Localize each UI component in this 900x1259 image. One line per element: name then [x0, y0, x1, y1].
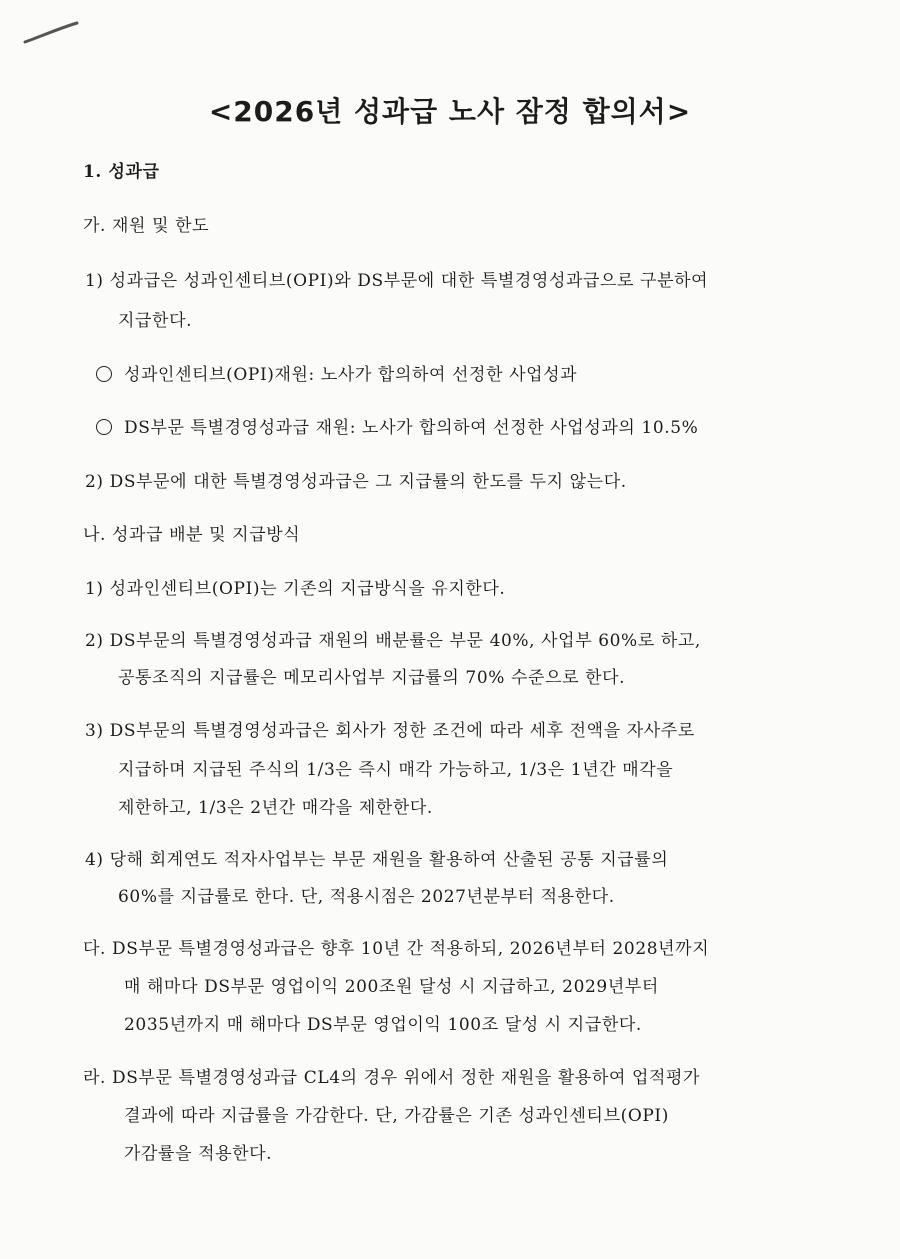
section-heading: 1. 성과급: [83, 162, 160, 182]
clause-line: 3) DS부문의 특별경영성과급은 회사가 정한 조건에 따라 세후 전액을 자사주로: [85, 721, 695, 741]
clause-line: 지급하며 지급된 주식의 1/3은 즉시 매각 가능하고, 1/3은 1년간 매각을: [118, 760, 674, 780]
clause-line: 1) 성과인센티브(OPI)는 기존의 지급방식을 유지한다.: [85, 579, 506, 599]
clause-line: 라. DS부문 특별경영성과급 CL4의 경우 위에서 정한 재원을 활용하여 업적평가: [83, 1068, 701, 1088]
clause-line: 지급한다.: [118, 311, 193, 331]
document-title: <2026년 성과급 노사 잠정 합의서>: [208, 95, 692, 128]
clause-line: 공통조직의 지급률은 메모리사업부 지급률의 70% 수준으로 한다.: [118, 668, 626, 688]
clause-line: 제한하고, 1/3은 2년간 매각을 제한한다.: [118, 798, 433, 818]
clause-line: 매 해마다 DS부문 영업이익 200조원 달성 시 지급하고, 2029년부터: [124, 977, 659, 997]
clause-line: 60%를 지급률로 한다. 단, 적용시점은 2027년분부터 적용한다.: [118, 887, 615, 907]
clause-line: 4) 당해 회계연도 적자사업부는 부문 재원을 활용하여 산출된 공통 지급률의: [85, 850, 669, 870]
subsection-heading: 나. 성과급 배분 및 지급방식: [83, 525, 301, 545]
clause-line: 2035년까지 매 해마다 DS부문 영업이익 100조 달성 시 지급한다.: [124, 1015, 642, 1035]
clause-line: 2) DS부문의 특별경영성과급 재원의 배분률은 부문 40%, 사업부 60%로 하고,: [85, 631, 701, 651]
clause-line: 1) 성과급은 성과인센티브(OPI)와 DS부문에 대한 특별경영성과급으로 구분하여: [85, 271, 709, 291]
circle-bullet-icon: [96, 366, 112, 382]
pen-stroke-mark: [22, 18, 82, 48]
clause-line: 결과에 따라 지급률을 가감한다. 단, 가감률은 기존 성과인센티브(OPI): [124, 1106, 669, 1126]
clause-line: 2) DS부문에 대한 특별경영성과급은 그 지급률의 한도를 두지 않는다.: [85, 472, 627, 492]
clause-line: 가감률을 적용한다.: [124, 1144, 273, 1164]
clause-line: 다. DS부문 특별경영성과급은 향후 10년 간 적용하되, 2026년부터 2028년까지: [83, 939, 710, 959]
bullet-item: [96, 360, 577, 385]
subsection-heading: 가. 재원 및 한도: [83, 216, 210, 236]
bullet-item: [96, 413, 698, 438]
bullet-text: 성과인센티브(OPI)재원: 노사가 합의하여 선정한 사업성과: [124, 365, 578, 385]
circle-bullet-icon: [96, 419, 112, 435]
bullet-text: DS부문 특별경영성과급 재원: 노사가 합의하여 선정한 사업성과의 10.5%: [124, 418, 699, 438]
